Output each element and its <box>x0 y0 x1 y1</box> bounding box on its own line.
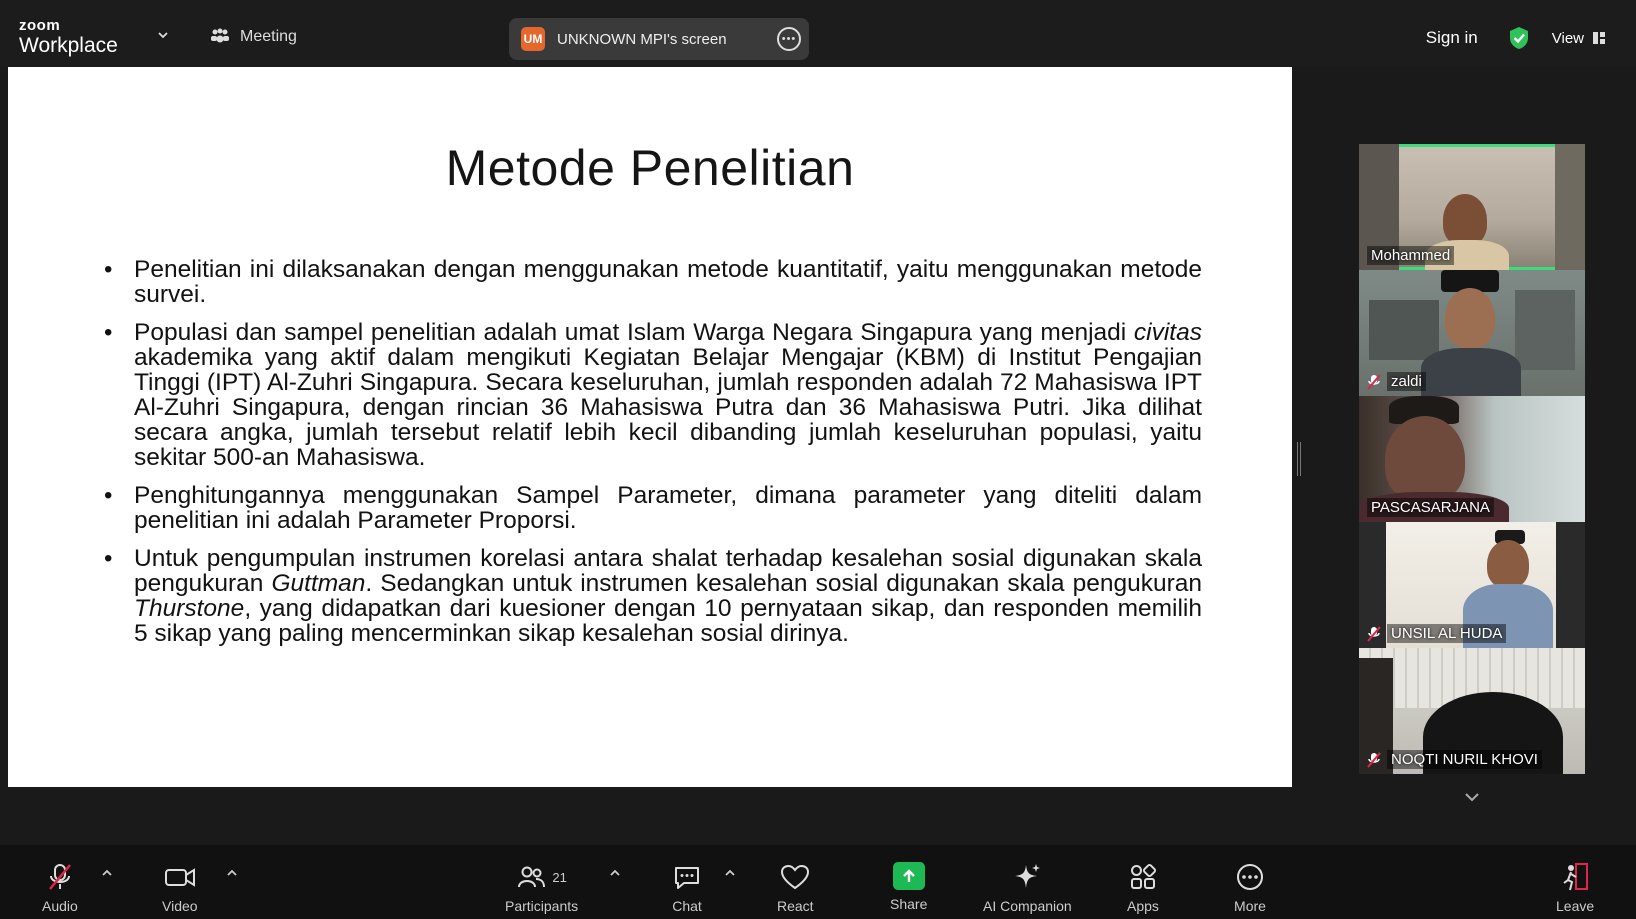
participant-name: NOQTI NURIL KHOVI <box>1387 750 1542 769</box>
participants-count: 21 <box>552 869 567 885</box>
chat-bubble-icon <box>671 862 703 892</box>
participant-name: PASCASARJANA <box>1367 498 1494 517</box>
video-tile-mohammed[interactable] <box>1359 144 1585 270</box>
chat-options-caret-icon[interactable] <box>724 868 736 878</box>
chat-button[interactable] <box>671 862 703 914</box>
shared-screen-slide <box>8 67 1292 787</box>
meeting-label: Meeting <box>240 28 297 45</box>
top-bar <box>0 0 1636 66</box>
meeting-icon <box>210 28 230 46</box>
gallery-scroll-down-icon[interactable] <box>1463 790 1481 804</box>
react-button[interactable] <box>777 862 814 914</box>
video-tile-unsil-al-huda[interactable] <box>1359 522 1585 648</box>
audio-label: Audio <box>42 898 78 914</box>
meeting-info-button[interactable] <box>210 28 297 46</box>
view-label: View <box>1551 29 1584 47</box>
shield-check-icon[interactable] <box>1508 26 1530 50</box>
leave-label: Leave <box>1556 898 1595 914</box>
participant-name: Mohammed <box>1367 246 1454 265</box>
video-label: Video <box>162 898 198 914</box>
share-screen-button[interactable] <box>890 862 927 912</box>
screen-share-title: UNKNOWN MPI's screen <box>557 30 727 48</box>
video-tile-zaldi[interactable] <box>1359 270 1585 396</box>
video-gallery <box>1359 144 1585 774</box>
audio-options-caret-icon[interactable] <box>101 868 113 878</box>
view-button[interactable] <box>1552 30 1606 47</box>
apps-label: Apps <box>1127 898 1159 914</box>
video-options-caret-icon[interactable] <box>226 868 238 878</box>
apps-icon <box>1128 862 1158 892</box>
leave-button[interactable] <box>1556 862 1594 914</box>
screen-share-indicator[interactable] <box>509 18 809 60</box>
muted-mic-icon <box>1367 374 1381 390</box>
slide-bullet-list <box>104 257 1202 659</box>
share-label: Share <box>890 896 928 912</box>
muted-mic-icon <box>1367 752 1381 768</box>
slide-bullet: • Penghitungannya menggunakan Sampel Parameter, dimana parameter yang diteliti dalam penelitian ini adalah Parameter Proporsi. <box>104 483 1202 533</box>
share-screen-icon <box>893 862 925 890</box>
more-button[interactable] <box>1234 862 1266 914</box>
leave-door-icon <box>1559 862 1591 892</box>
panel-resize-handle[interactable] <box>1297 442 1301 476</box>
more-options-icon[interactable]: ••• <box>777 27 801 51</box>
bottom-toolbar <box>0 845 1636 919</box>
sparkle-icon <box>1011 862 1043 892</box>
brand-top: zoom <box>19 17 61 34</box>
sharer-avatar-badge: UM <box>521 27 545 51</box>
participant-name: zaldi <box>1387 372 1426 391</box>
ai-companion-button[interactable] <box>983 862 1072 914</box>
ai-companion-label: AI Companion <box>983 898 1072 914</box>
video-camera-icon <box>163 862 197 892</box>
grid-view-icon <box>1592 31 1606 45</box>
slide-bullet: • Untuk pengumpulan instrumen korelasi antara shalat terhadap kesalehan sosial digunakan skala pengukuran Guttman. Sedangkan untuk instrumen kesalehan sosial digunakan skala pengukuran Thurstone, yang didapatkan dari kuesioner dengan 10 pernyataan sikap, dan responden memilih 5 sikap yang paling mencerminkan sikap kesalehan sosial dirinya. <box>104 546 1202 646</box>
brand-bottom: Workplace <box>19 34 118 57</box>
chevron-down-icon[interactable] <box>156 28 170 42</box>
more-label: More <box>1234 898 1266 914</box>
apps-button[interactable] <box>1127 862 1159 914</box>
muted-mic-icon <box>1367 626 1381 642</box>
zoom-workplace-logo[interactable] <box>19 18 118 56</box>
participant-name: UNSIL AL HUDA <box>1387 624 1506 643</box>
video-button[interactable] <box>162 862 198 914</box>
sign-in-button[interactable]: Sign in <box>1425 28 1478 47</box>
chat-label: Chat <box>672 898 702 914</box>
audio-button[interactable] <box>42 862 78 914</box>
muted-microphone-icon <box>45 862 75 892</box>
slide-bullet: • Penelitian ini dilaksanakan dengan menggunakan metode kuantitatif, yaitu menggunakan metode survei. <box>104 257 1202 307</box>
participants-label: Participants <box>505 898 579 914</box>
more-horizontal-icon <box>1234 862 1266 892</box>
participants-icon <box>516 862 546 892</box>
slide-bullet: • Populasi dan sampel penelitian adalah umat Islam Warga Negara Singapura yang menjadi civitas akademika yang aktif dalam mengikuti Kegiatan Belajar Mengajar (KBM) di Institut Pengajian Tinggi (IPT) Al-Zuhri Singapura. Secara keseluruhan, jumlah responden adalah 72 Mahasiswa IPT Al-Zuhri Singapura, dengan rincian 36 Mahasiswa Putra dan 36 Mahasiswa Putri. Jika dilihat secara angka, jumlah tersebut relatif lebih kecil dibanding jumlah keseluruhan populasi, yaitu sekitar 500-an Mahasiswa. <box>104 320 1202 470</box>
heart-icon <box>779 862 811 892</box>
participants-options-caret-icon[interactable] <box>609 868 621 878</box>
video-tile-pascasarjana[interactable] <box>1359 396 1585 522</box>
participants-button[interactable] <box>505 862 578 914</box>
video-tile-noqti-nuril-khovi[interactable] <box>1359 648 1585 774</box>
slide-title: Metode Penelitian <box>445 140 855 196</box>
react-label: React <box>777 898 814 914</box>
